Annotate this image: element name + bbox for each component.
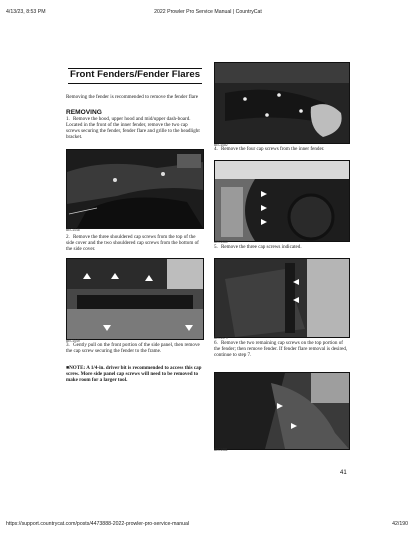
step-6: 6. Remove the two remaining cap screws on the top portion of the fender; then remove fender. If fender flare removal is desired, continue to step 7. <box>214 340 348 358</box>
step-3: 3. Gently pull on the front portion of the side panel, then remove the cap screw securing the fender to the frame. <box>66 342 200 354</box>
step-4: 4. Remove the four cap screws from the inner fender. <box>214 146 325 152</box>
step-5: 5. Remove the three cap screws indicated. <box>214 244 302 250</box>
note-text: ■NOTE: A 1/4-in. driver bit is recommended to access this cap screw. More side panel cap screws will need to be removed to make room for a larger tool. <box>66 365 202 383</box>
photo-code-3: BEC1082 <box>214 143 228 147</box>
print-page-title: 2022 Prowler Pro Service Manual | CountryCat <box>154 9 262 15</box>
section-heading: REMOVING <box>66 109 102 116</box>
photo-fender-wheel <box>214 160 350 242</box>
print-page-count: 42/190 <box>392 521 408 527</box>
photo-code-1: BEC1048 <box>66 228 80 232</box>
photo-fender-top <box>214 258 350 338</box>
step-1: 1. Remove the hood, upper hood and mid/upper dash-board. Located in the front of the inner fender, remove the two cap screws securing the fender, fender flare and grille to the headlight bracket. <box>66 116 200 140</box>
photo-code-5: BEC1079 <box>214 336 228 340</box>
photo-inner-fender <box>214 62 350 144</box>
page-title: Front Fenders/Fender Flares <box>68 68 202 84</box>
manual-page-number: 41 <box>340 470 347 476</box>
photo-side-cover <box>66 258 204 340</box>
browser-print-header <box>0 9 416 17</box>
intro-text: Removing the fender is recommended to remove the fender flare <box>66 94 198 100</box>
print-datetime: 4/13/23, 8:53 PM <box>6 9 46 15</box>
print-url: https://support.countrycat.com/posts/4473888-2022-prowler-pro-service-manual <box>6 521 190 527</box>
photo-code-4: BEC1080 <box>214 240 228 244</box>
photo-code-2: BEC1049 <box>66 339 80 343</box>
photo-code-6: BEC1081 <box>214 448 228 452</box>
browser-print-footer <box>0 521 416 529</box>
photo-fender-front <box>66 149 204 229</box>
step-2: 2. Remove the three shouldered cap screws from the top of the side cover and the two shouldered cap screws from the bottom of the side cover. <box>66 234 199 252</box>
photo-fender-flare <box>214 372 350 450</box>
